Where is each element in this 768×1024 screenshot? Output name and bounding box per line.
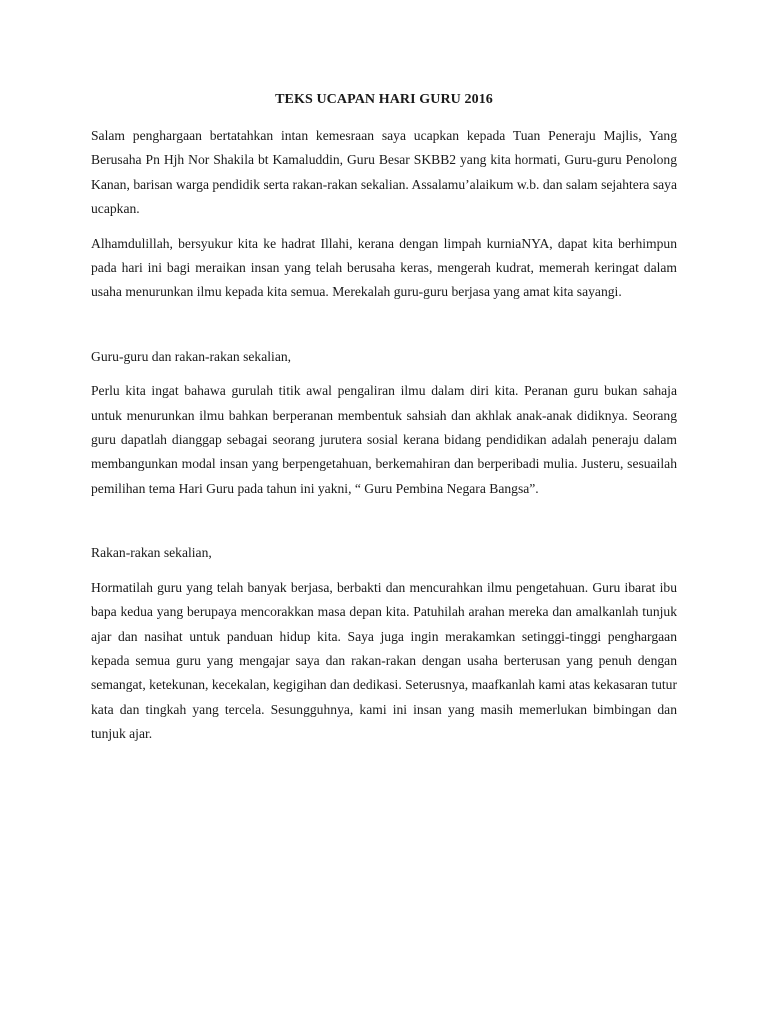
paragraph-salutation: Salam penghargaan bertatahkan intan kemesraan saya ucapkan kepada Tuan Peneraju Majlis, Yang Berusaha Pn Hjh Nor Shakila bt Kamaluddin, Guru Besar SKBB2 yang kita hormati, Guru-guru Penolong Kanan, barisan warga pendidik serta rakan-rakan sekalian. Assalamu’alaikum w.b. dan salam sejahtera saya ucapkan. bbox=[91, 128, 677, 217]
paragraph-respect-teachers: Hormatilah guru yang telah banyak berjasa, berbakti dan mencurahkan ilmu pengetahuan. Guru ibarat ibu bapa kedua yang berupaya mencorakkan masa depan kita. Patuhilah arahan mereka dan amalkanlah tunjuk ajar dan nasihat untuk panduan hidup kita. Saya juga ingin merakamkan setinggi-tinggi penghargaan kepada semua guru yang mengajar saya dan rakan-rakan dengan usaha berterusan yang penuh dengan semangat, ketekunan, kecekalan, kegigihan dan dedikasi. Seterusnya, maafkanlah kami atas kekasaran tutur kata dan tingkah yang tercela. Sesungguhnya, kami ini insan yang masih memerlukan bimbingan dan tunjuk ajar. bbox=[91, 579, 677, 742]
spacer bbox=[91, 222, 677, 232]
paragraph-alhamdulillah: Alhamdulillah, bersyukur kita ke hadrat Illahi, kerana dengan limpah kurniaNYA, dapat kita berhimpun pada hari ini bagi meraikan insan yang telah berusaha keras, mengerah kudrat, memerah keringat dalam usaha menurunkan ilmu kepada kita semua. Merekalah guru-guru berjasa yang amat kita sayangi. bbox=[91, 235, 677, 300]
paragraph-greeting-friends: Rakan-rakan sekalian, bbox=[91, 545, 212, 561]
spacer bbox=[91, 305, 677, 345]
spacer bbox=[91, 369, 677, 379]
spacer bbox=[91, 566, 677, 576]
paragraph-role-of-teachers: Perlu kita ingat bahawa gurulah titik awal pengaliran ilmu dalam diri kita. Peranan guru bukan sahaja untuk menurunkan ilmu bahkan berperanan membentuk sahsiah dan akhlak anak-anak didiknya. Seorang guru dapatlah dianggap sebagai seorang jurutera sosial kerana bidang pendidikan adalah peneraju dalam membangunkan modal insan yang berpengetahuan, berkemahiran dan berperibadi mulia. Justeru, sesuailah pemilihan tema Hari Guru pada tahun ini yakni, “ Guru Pembina Negara Bangsa”. bbox=[91, 383, 677, 496]
document-title: TEKS UCAPAN HARI GURU 2016 bbox=[275, 92, 493, 107]
document-page bbox=[91, 92, 677, 747]
spacer bbox=[91, 501, 677, 541]
paragraph-greeting-teachers: Guru-guru dan rakan-rakan sekalian, bbox=[91, 348, 292, 364]
